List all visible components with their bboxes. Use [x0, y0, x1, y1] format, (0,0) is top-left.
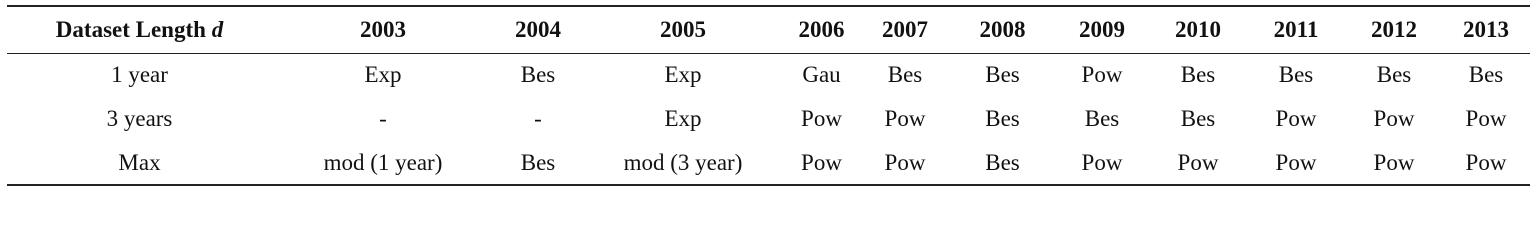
table-cell: Pow — [1275, 106, 1317, 131]
table-cell: Bes — [1180, 62, 1216, 88]
table-cell: Pow — [859, 141, 951, 185]
header-year: 2005 — [582, 6, 784, 53]
table-cell: Bes — [1084, 106, 1120, 131]
header-year: 2009 — [1054, 6, 1150, 53]
header-year: 2004 — [494, 6, 582, 53]
table-cell: mod (3 year) — [582, 141, 784, 185]
table-cell: Pow — [1442, 141, 1530, 185]
results-table-container — [7, 5, 1530, 186]
table-cell: Exp — [664, 62, 702, 88]
row-label: Max — [7, 141, 272, 185]
header-year: 2013 — [1442, 6, 1530, 53]
table-cell: - — [534, 106, 542, 131]
table-cell: Exp — [664, 106, 702, 131]
table-cell: mod (1 year) — [272, 141, 494, 185]
table-cell: Pow — [1465, 106, 1507, 131]
table-cell: - — [379, 106, 387, 131]
table-cell: Bes — [951, 141, 1054, 185]
table-row — [7, 53, 1530, 97]
table-cell: Bes — [1468, 62, 1504, 88]
table-cell: Exp — [364, 62, 402, 88]
table-cell: Pow — [884, 106, 926, 131]
row-label: 1 year — [111, 62, 168, 88]
header-year: 2010 — [1150, 6, 1246, 53]
table-cell: Pow — [1346, 141, 1442, 185]
table-header — [7, 6, 1530, 53]
table-cell: Bes — [1180, 106, 1216, 131]
table-cell: Bes — [985, 62, 1020, 88]
table-cell: Pow — [1150, 141, 1246, 185]
header-dataset-length — [7, 6, 272, 53]
table-row — [7, 141, 1530, 185]
table-cell: Pow — [1373, 106, 1415, 131]
table-cell: Bes — [985, 106, 1020, 131]
header-year: 2011 — [1246, 6, 1346, 53]
header-year: 2006 — [784, 6, 859, 53]
header-year: 2008 — [951, 6, 1054, 53]
table-cell: Gau — [802, 62, 841, 88]
table-body — [7, 53, 1530, 185]
header-year: 2003 — [272, 6, 494, 53]
header-year: 2012 — [1346, 6, 1442, 53]
table-cell: Pow — [1054, 141, 1150, 185]
header-year: 2007 — [859, 6, 951, 53]
dataset-model-table — [7, 5, 1530, 186]
header-row — [7, 6, 1530, 53]
table-cell: Pow — [1246, 141, 1346, 185]
table-row — [7, 97, 1530, 141]
header-label: Dataset Length — [55, 16, 212, 42]
table-cell: Bes — [494, 141, 582, 185]
header-variable: d — [211, 16, 224, 42]
table-cell: Bes — [520, 62, 556, 88]
table-cell: Pow — [801, 106, 842, 131]
table-cell: Pow — [1081, 62, 1123, 88]
row-label: 3 years — [106, 106, 173, 131]
table-cell: Bes — [1278, 62, 1314, 88]
table-cell: Bes — [887, 62, 923, 88]
table-cell: Pow — [784, 141, 859, 185]
table-cell: Bes — [1376, 62, 1412, 88]
